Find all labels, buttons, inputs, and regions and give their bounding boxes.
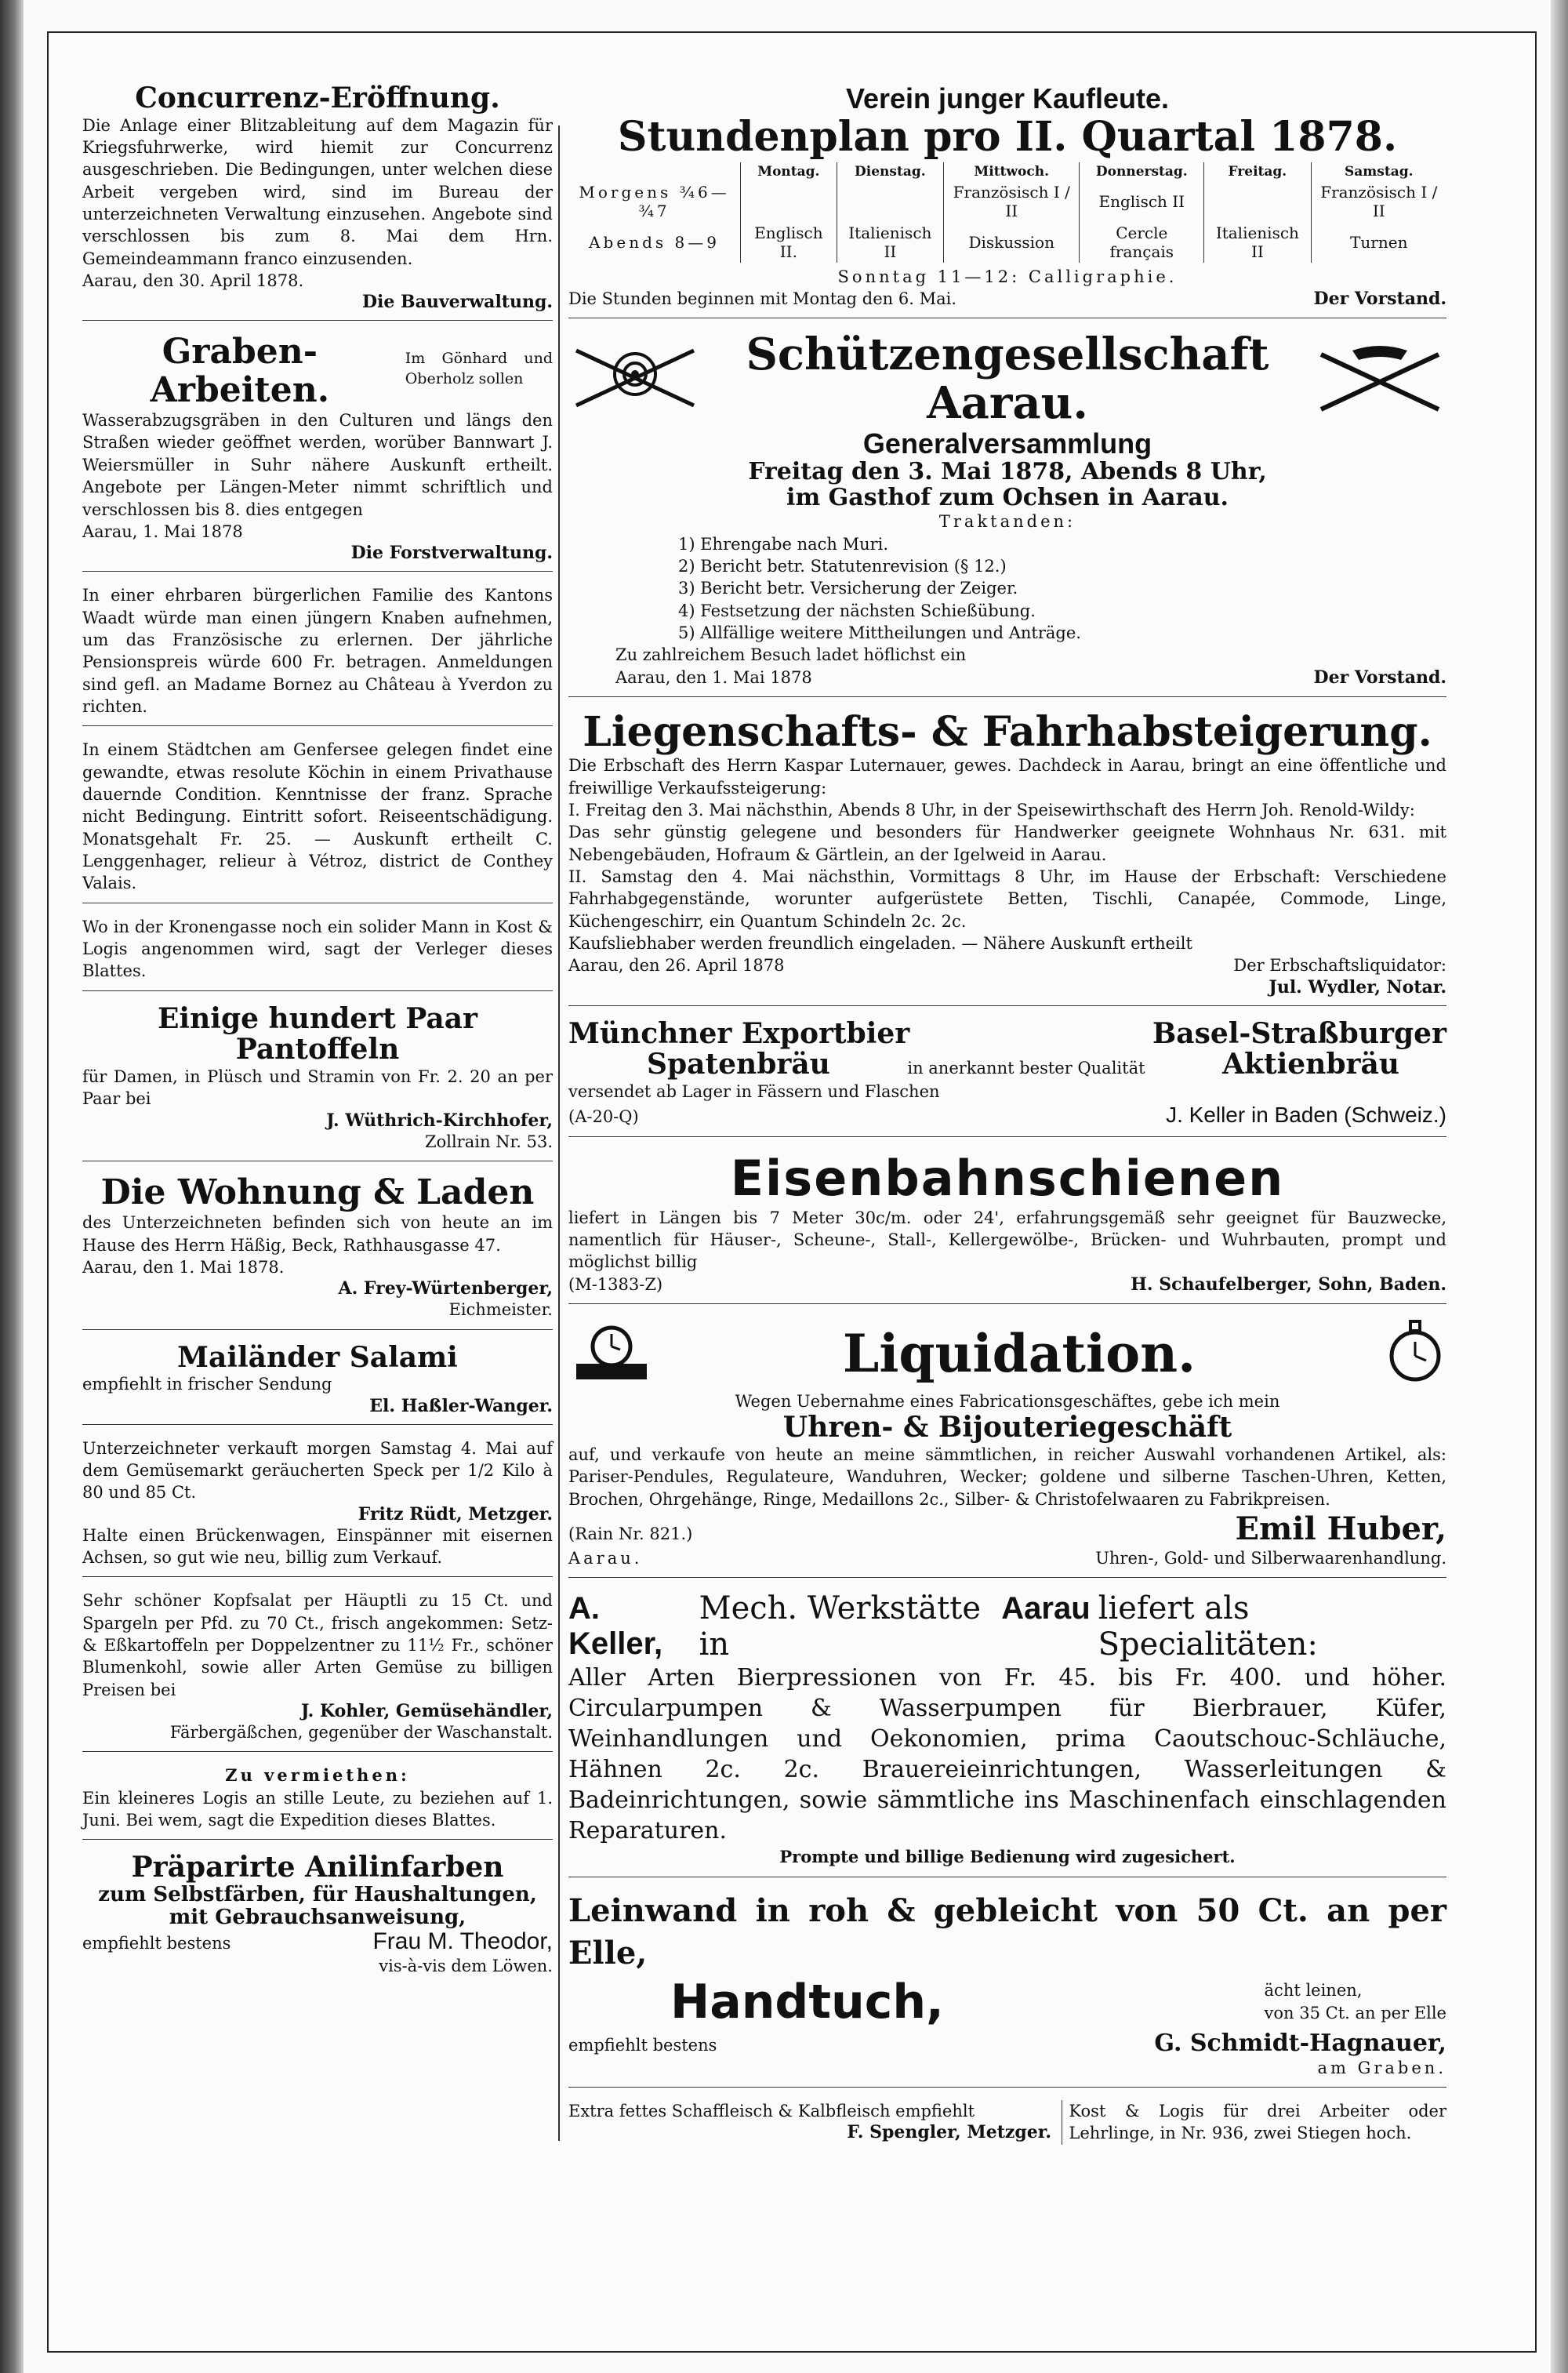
agenda-list: [568, 533, 1446, 645]
ad-note-1: ächt leinen,: [1264, 1981, 1363, 2001]
ad-body: Wo in der Kronengasse noch ein solider Mann in Kost & Logis angenommen wird, sagt der Verleger dieses Blattes.: [82, 917, 553, 981]
ad-role: Uhren-, Gold- und Silberwaarenhandlung.: [1095, 1548, 1446, 1568]
ad-signature: Fritz Rüdt, Metzger.: [358, 1503, 553, 1524]
ad-town: Aarau: [1001, 1591, 1091, 1626]
schedule-day: Freitag.: [1204, 162, 1311, 181]
agenda-item: 1) Ehrengabe nach Muri.: [678, 534, 889, 554]
ad-title: Liquidation.: [842, 1322, 1196, 1384]
ad-knaben: [82, 580, 553, 726]
ad-address: Färbergäßchen, gegenüber der Waschanstalt.: [169, 1723, 553, 1743]
ad-body: Aller Arten Bierpressionen von Fr. 45. bis Fr. 400. und höher. Circularpumpen & Wasserpumpen für Bierbrauer, Küfer, Weinhandlungen und Oekonomien, prima Caoutschouc-Schläuche, Hähnen 2c. 2c. Brauereieinrichtungen, Wasserleitungen & Badeinrichtungen, sowie sämmtliche ins Maschinenfach einschlagenden Reparaturen.: [568, 1664, 1446, 1845]
ad-body: Die Anlage einer Blitzableitung auf dem Magazin für Kriegsfuhrwerke, wird hiemit zur Concurrenz ausgeschrieben. Die Bedingungen, unter welchen diese Arbeit vergeben wird, sind im Bureau der unterzeichneten Verwaltung einzusehen. Angebote sind verschlossen bis zum 8. Mai dem Hrn. Gemeindeammann franco einzusenden.: [82, 115, 553, 268]
ad-signature: El. Haßler-Wanger.: [369, 1395, 553, 1416]
schedule-cell: Englisch II.: [741, 222, 837, 263]
ad-body: des Unterzeichneten befinden sich von heute an im Hause des Herrn Häßig, Beck, Rathhausgasse 47.: [82, 1213, 553, 1255]
ad-body: empfiehlt in frischer Sendung: [82, 1375, 332, 1394]
agenda-item: 4) Festsetzung der nächsten Schießübung.: [678, 601, 1036, 620]
schedule-header-row: [568, 162, 1446, 181]
ad-title: Die Wohnung & Laden: [100, 1172, 535, 1212]
ad-body: Sehr schöner Kopfsalat per Häuptli zu 15 Ct. und Spargeln per Pfd. zu 70 Ct., frisch angekommen: Setz- & Eßkartoffeln per Doppelzentner zu 11½ Fr., schöner Blumenkohl, sowie aller Arten Gemüse zu billigen Preisen bei: [82, 1591, 553, 1699]
ad-title: Concurrenz-Eröffnung.: [135, 82, 500, 114]
ad-signature: Jul. Wydler, Notar.: [1269, 976, 1446, 998]
ad-meat-signature: F. Spengler, Metzger.: [847, 2122, 1051, 2143]
schedule-cell: [837, 181, 943, 222]
ad-date: Aarau, 1. Mai 1878: [82, 521, 243, 541]
ad-signature: H. Schaufelberger, Sohn, Baden.: [1131, 1274, 1446, 1295]
schedule-corner: [568, 162, 741, 181]
ad-date: Aarau, den 1. Mai 1878.: [82, 1257, 285, 1277]
ad-verein: [568, 78, 1446, 318]
schedule-row-evening: [568, 222, 1446, 263]
ad-signature: J. Kohler, Gemüsehändler,: [300, 1701, 553, 1722]
agenda-item: 3) Bericht betr. Versicherung der Zeiger.: [678, 579, 1018, 598]
ad-meat: Extra fettes Schaffleisch & Kalbfleisch empfiehlt: [568, 2101, 975, 2120]
ad-keller: [568, 1586, 1446, 1877]
ad-lead-3: liefert als Specialitäten:: [1098, 1590, 1318, 1663]
right-column: [568, 78, 1446, 2160]
ad-title: Graben-Arbeiten.: [150, 332, 330, 410]
ad-title: Liegenschafts- & Fahrhabsteigerung.: [583, 708, 1432, 756]
beer-left-2: Spatenbräu: [647, 1048, 830, 1081]
beer-right-2: Aktienbräu: [1222, 1048, 1399, 1081]
beer-left-1: Münchner Exportbier: [568, 1016, 910, 1050]
ad-concurrenz: [82, 78, 553, 321]
ad-salami: [82, 1338, 553, 1425]
ad-body: Unterzeichneter verkauft morgen Samstag 4. Mai auf dem Gemüsemarkt geräucherten Speck per 1/2 Kilo à 80 und 85 Ct.: [82, 1438, 553, 1503]
schedule-cell: Französisch I / II: [1311, 181, 1446, 222]
beer-middle: in anerkannt bester Qualität: [907, 1059, 1145, 1078]
crossed-rifles-icon: [1313, 343, 1446, 416]
schedule-table: [568, 162, 1446, 263]
ad-title: Zu vermiethen:: [225, 1765, 410, 1786]
schedule-cell: Italienisch II: [1204, 222, 1311, 263]
schedule-cell: Französisch I / II: [944, 181, 1080, 222]
ad-subtitle: zum Selbstfärben, für Haushaltungen, mit Gebrauchsanweisung,: [98, 1883, 537, 1929]
ad-place: im Gasthof zum Ochsen in Aarau.: [786, 484, 1229, 512]
ad-shop: Uhren- & Bijouteriegeschäft: [782, 1411, 1232, 1445]
schedule-day: Mittwoch.: [944, 162, 1080, 181]
ad-body: liefert in Längen bis 7 Meter 30c/m. oder 24', erfahrungsgemäß sehr geeignet für Bauzwecke, namentlich für Häuser-, Scheune-, Stall-, Kellergewölbe-, Brücken- und Wuhrbauten, prompt und möglichst billig: [568, 1208, 1446, 1272]
mantel-clock-icon: [568, 1317, 655, 1390]
ad-liegenschaft: [568, 705, 1446, 1006]
schedule-cell: [741, 181, 837, 222]
ad-paragraph: I. Freitag den 3. Mai nächsthin, Abends 8 Uhr, in der Speisewirthschaft des Herrn Joh. Renold-Wildy:: [568, 800, 1415, 819]
ad-address: am Graben.: [1317, 2058, 1446, 2077]
ad-paragraph: II. Samstag den 4. Mai nächsthin, Vormittags 8 Uhr, im Hause der Erbschaft: Verschiedene Fahrhabgegenstände, worunter aufgerüstete Betten, Tischli, Canapée, Commode, Linge, Küchengeschirr, ein Quantum Schindeln 2c. 2c.: [568, 867, 1446, 931]
schedule-cell: Englisch II: [1080, 181, 1204, 222]
ad-schienen: [568, 1145, 1446, 1304]
ad-body: Wasserabzugsgräben in den Culturen und längs den Straßen wieder geöffnet werden, worüber Bannwart J. Weiersmüller in Suhr nähere Auskunft ertheilt. Angebote per Längen-Meter nimmt schriftlich und verschlossen bis 8. dies entgegen: [82, 411, 553, 519]
ad-title: Verein junger Kaufleute.: [845, 82, 1170, 114]
target-rifles-icon: [568, 343, 702, 416]
schedule-time-label: Morgens ¾6—¾7: [579, 182, 730, 220]
ad-footer: Prompte und billige Bedienung wird zugesichert.: [779, 1847, 1236, 1867]
ad-address: vis-à-vis dem Löwen.: [379, 1957, 553, 1976]
ad-body: versendet ab Lager in Fässern und Flaschen: [568, 1081, 940, 1101]
ad-title: Schützengesellschaft Aarau.: [746, 329, 1269, 430]
beer-right-1: Basel-Straßburger: [1152, 1016, 1446, 1050]
ad-kopfsalat: [82, 1585, 553, 1752]
left-column: [82, 78, 553, 1993]
ad-address: Zollrain Nr. 53.: [425, 1132, 553, 1151]
ad-subtitle: Stundenplan pro II. Quartal 1878.: [617, 112, 1398, 161]
ad-speck: [82, 1433, 553, 1578]
ad-signature: Die Forstverwaltung.: [350, 543, 553, 564]
ad-bottom-row: [568, 2095, 1446, 2153]
ad-date: Freitag den 3. Mai 1878, Abends 8 Uhr,: [748, 458, 1267, 486]
ad-code: (A-20-Q): [568, 1107, 639, 1127]
schedule-cell: Turnen: [1311, 222, 1446, 263]
ad-role: Eichmeister.: [448, 1300, 553, 1320]
ad-intro: Im Gönhard und Oberholz sollen: [405, 350, 553, 387]
schedule-row-morning: [568, 181, 1446, 222]
schedule-day: Samstag.: [1311, 162, 1446, 181]
ad-title: Handtuch,: [670, 1974, 944, 2030]
agenda-title: Traktanden:: [938, 512, 1076, 532]
schedule-cell: [1204, 181, 1311, 222]
schedule-time-label: Abends 8—9: [589, 232, 720, 252]
ad-paragraph: Das sehr günstig gelegene und besonders für Handwerker geeignete Wohnhaus Nr. 631. mit Nebengebäuden, Hofraum & Gärtlein, an der Igelweid in Aarau.: [568, 823, 1446, 864]
ad-body: auf, und verkaufe von heute an meine sämmtlichen, in reicher Auswahl vorhandenen Artikel, als: Pariser-Pendules, Regulateure, Wanduhren, Wecker; goldene und silberne Taschen-Uhren, Ketten, Brochen, Ohrgehänge, Ringe, Medaillons 2c., Silber- & Christofelwaaren zu Fabrikpreisen.: [568, 1445, 1446, 1509]
ad-paragraph: Kaufsliebhaber werden freundlich eingeladen. — Nähere Auskunft ertheilt: [568, 933, 1192, 953]
schedule-cell: Cercle français: [1080, 222, 1204, 263]
ad-bier: [568, 1014, 1446, 1137]
ad-body: In einem Städtchen am Genfersee gelegen findet eine gewandte, etwas resolute Köchin in einem Privathause dauernde Condition. Kenntnisse der franz. Sprache nicht Bedingung. Eintritt sofort. Reiseentschädigung. Monatsgehalt Fr. 25. — Auskunft ertheilt C. Lenggenhager, relieur à Vétroz, district de Conthey Valais.: [82, 740, 553, 893]
ad-lead: empfiehlt bestens: [82, 1934, 231, 1953]
ad-line: Leinwand in roh & gebleicht von 50 Ct. an per Elle,: [568, 1891, 1446, 1971]
ad-title: Präparirte Anilinfarben: [131, 1851, 504, 1884]
ad-liquidation: [568, 1312, 1446, 1578]
schedule-cell: Diskussion: [944, 222, 1080, 263]
ad-signature: Frau M. Theodor,: [372, 1928, 553, 1955]
schedule-day: Dienstag.: [837, 162, 943, 181]
ad-signature: Der Vorstand.: [1313, 667, 1446, 688]
ad-leinwand: [568, 1885, 1446, 2088]
ad-kost: [82, 911, 553, 991]
ad-signature: A. Frey-Würtenberger,: [338, 1278, 553, 1299]
pocket-watch-icon: [1384, 1317, 1446, 1390]
ad-wohnung: [82, 1169, 553, 1330]
ad-body-2: Halte einen Brückenwagen, Einspänner mit eisernen Achsen, so gut wie neu, billig zum Verkauf.: [82, 1525, 553, 1567]
ad-pantoffeln: [82, 999, 553, 1161]
ad-place: Aarau.: [568, 1548, 643, 1568]
schedule-day: Donnerstag.: [1080, 162, 1204, 181]
agenda-item: 5) Allfällige weitere Mittheilungen und Anträge.: [678, 623, 1081, 642]
ad-role: Der Erbschaftsliquidator:: [1233, 956, 1446, 976]
schedule-sunday: Sonntag 11—12: Calligraphie.: [837, 267, 1178, 286]
ad-koechin: [82, 734, 553, 903]
ad-signature: J. Keller in Baden (Schweiz.): [1166, 1103, 1446, 1128]
ad-schuetzen: [568, 326, 1446, 697]
ad-lead: empfiehlt bestens: [568, 2035, 717, 2055]
ad-signature: Die Bauverwaltung.: [361, 292, 553, 313]
ad-subtitle: Wegen Uebernahme eines Fabricationsgeschäftes, gebe ich mein: [735, 1391, 1280, 1411]
ad-intro: Die Erbschaft des Herrn Kaspar Luternauer, gewes. Dachdeck in Aarau, bringt an eine öffentliche und freiwillige Verkaufssteigerung:: [568, 756, 1446, 798]
ad-graben: [82, 329, 553, 572]
ad-signature: Emil Huber,: [1235, 1510, 1446, 1547]
ad-date: Aarau, den 30. April 1878.: [82, 271, 304, 290]
ad-signature: Der Vorstand.: [1313, 289, 1446, 310]
ad-body: In einer ehrbaren bürgerlichen Familie des Kantons Waadt würde man einen jüngern Knaben aufnehmen, um das Französische zu erlernen. Der jährliche Pensionspreis würde 600 Fr. betragen. Anmeldungen sind gefl. an Madame Bornez au Château à Yverdon zu richten.: [82, 586, 553, 716]
ad-anilin: [82, 1848, 553, 1985]
ad-code: (M-1383-Z): [568, 1274, 663, 1294]
ad-signature: G. Schmidt-Hagnauer,: [1154, 2029, 1446, 2057]
ad-vermiethen: [82, 1760, 553, 1840]
ad-lead-2: Mech. Werkstätte in: [699, 1590, 981, 1663]
ad-note-2: von 35 Ct. an per Elle: [1264, 2003, 1446, 2022]
ad-lodging: Kost & Logis für drei Arbeiter oder Lehrlinge, in Nr. 936, zwei Stiegen hoch.: [1062, 2100, 1446, 2145]
ad-address: (Rain Nr. 821.): [568, 1524, 693, 1543]
ad-body: Ein kleineres Logis an stille Leute, zu beziehen auf 1. Juni. Bei wem, sagt die Expedition dieses Blattes.: [82, 1788, 553, 1830]
column-divider: [558, 125, 560, 2141]
scan-left-edge: [0, 0, 24, 2373]
schedule-day: Montag.: [741, 162, 837, 181]
scan-right-edge: [1551, 0, 1568, 2373]
ad-lead: A. Keller,: [568, 1591, 663, 1662]
schedule-note: Die Stunden beginnen mit Montag den 6. Mai.: [568, 289, 956, 309]
schedule-cell: Italienisch II: [837, 222, 943, 263]
agenda-item: 2) Bericht betr. Statutenrevision (§ 12.): [678, 556, 1007, 576]
ad-title: Eisenbahnschienen: [730, 1149, 1285, 1207]
ad-signature: J. Wüthrich-Kirchhofer,: [326, 1110, 553, 1131]
ad-title: Mailänder Salami: [177, 1340, 458, 1374]
ad-title: Einige hundert Paar Pantoffeln: [157, 1001, 478, 1067]
ad-subtitle: Generalversammlung: [862, 427, 1152, 460]
ad-body: für Damen, in Plüsch und Stramin von Fr. 2. 20 an per Paar bei: [82, 1067, 553, 1109]
ad-invite: Zu zahlreichem Besuch ladet höflichst ein: [615, 645, 967, 665]
ad-date: Aarau, den 26. April 1878: [568, 956, 785, 976]
ad-date-2: Aarau, den 1. Mai 1878: [615, 667, 812, 687]
